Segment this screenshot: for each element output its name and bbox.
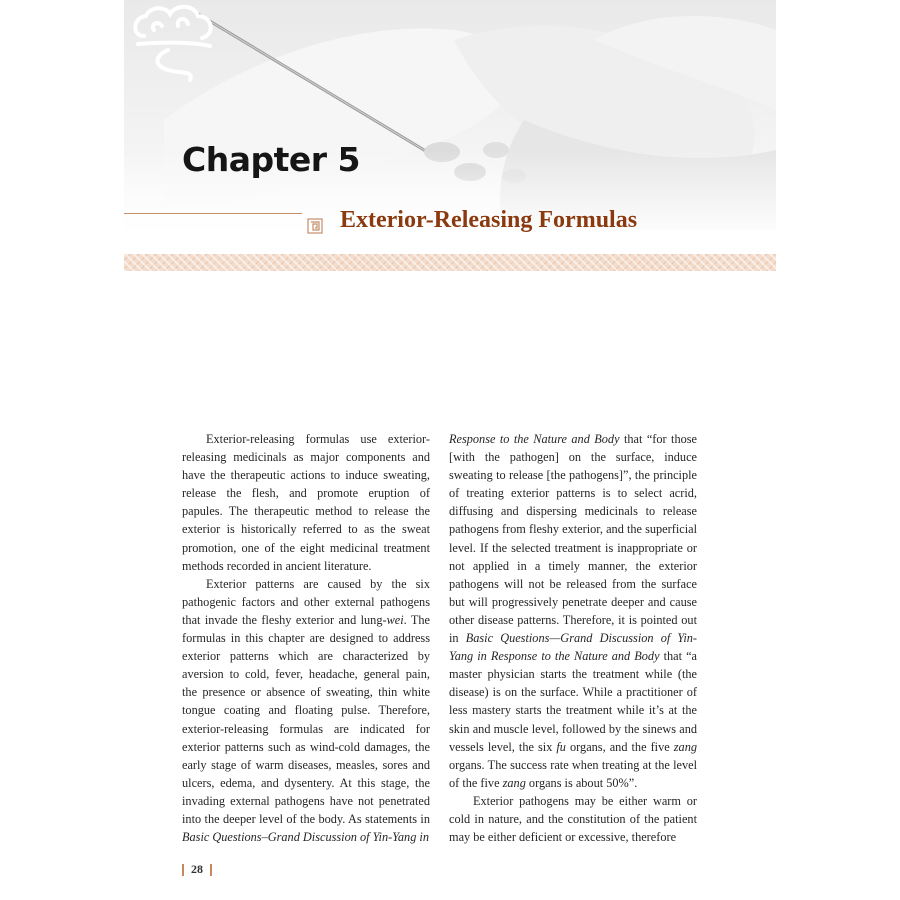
italic-term: wei: [386, 612, 404, 627]
text-column-right: [449, 430, 697, 846]
book-citation: Response to the Nature and Body: [449, 432, 620, 446]
folio-bar-right: [210, 864, 212, 876]
text-run: organs is about 50%”.: [525, 775, 638, 790]
title-divider-line: [124, 213, 302, 214]
text-column-left: [182, 430, 430, 846]
book-citation: Basic Questions—Grand Discussion of Yin-Yang in Response to the Nature and Body: [449, 631, 697, 664]
section-title: Exterior-Releasing Formulas: [340, 207, 638, 233]
decorative-pattern-band: [124, 254, 776, 271]
book-citation: Basic Questions–Grand Discussion of Yin-Yang in: [182, 830, 429, 845]
text-run: Exterior patterns are caused by the six pathogenic factors and other external pathogens that invade the fleshy exterior and lung-: [182, 576, 430, 627]
page-number-footer: [182, 862, 212, 877]
italic-term: zang: [502, 775, 526, 790]
hands-photo-illustration: [124, 0, 776, 230]
text-run: organs, and the five: [565, 739, 674, 754]
body-paragraph: Exterior pathogens may be either warm or cold in nature, and the constitution of the patient may be either deficient or excessive, therefore: [449, 793, 697, 845]
auspicious-cloud-icon: [124, 0, 220, 90]
body-paragraph: [182, 575, 430, 846]
body-paragraph: Exterior-releasing formulas use exterior-releasing medicinals as major components and have the therapeutic actions to induce sweating, release the flesh, and promote eruption of papules. The therapeutic method to release the exterior is historically referred to as the sweat promotion, one of the eight medicinal treatment methods recorded in ancient literature.: [182, 432, 430, 573]
chapter-title: Chapter 5: [182, 140, 360, 179]
text-run: . The formulas in this chapter are designed to address exterior patterns which are characterized by aversion to cold, fever, headache, general pain, the presence or absence of sweating, thin white tongue coating and floating pulse. Therefore, exterior-releasing formulas are indicated for exterior patterns such as wind-cold damages, the early stage of warm diseases, measles, sores and ulcers, edema, and dysentery. At this stage, the invading external pathogens have not penetrated into the deeper level of the body. As statements in: [182, 612, 430, 826]
body-paragraph: [449, 430, 697, 792]
page-number: 28: [191, 862, 203, 876]
fret-ornament-icon: [307, 218, 323, 234]
folio-bar-left: [182, 864, 184, 876]
text-run: that “a master physician starts the treatment while (the disease) is on the surface. While a practitioner of less mastery starts the treatment while it’s at the skin and muscle level, followed by the sinews and vessels level, the six: [449, 649, 697, 754]
italic-term: zang: [673, 739, 697, 754]
text-run: organs. The success rate when treating at the level of the five: [449, 757, 697, 790]
italic-term: fu: [556, 739, 566, 754]
text-run: that “for those [with the pathogen] on the surface, induce sweating to release [the pathogens]”, the principle of treating exterior patterns is to select acrid, diffusing and dispersing medicinals to release pathogens from fleshy exterior, and the superficial level. If the selected treatment is inappropriate or not applied in a timely manner, the exterior pathogens will not be released from the surface but will progressively penetrate deeper and cause other disease patterns. Therefore, it is pointed out in: [449, 432, 697, 646]
chapter-header-artwork: [124, 0, 776, 230]
